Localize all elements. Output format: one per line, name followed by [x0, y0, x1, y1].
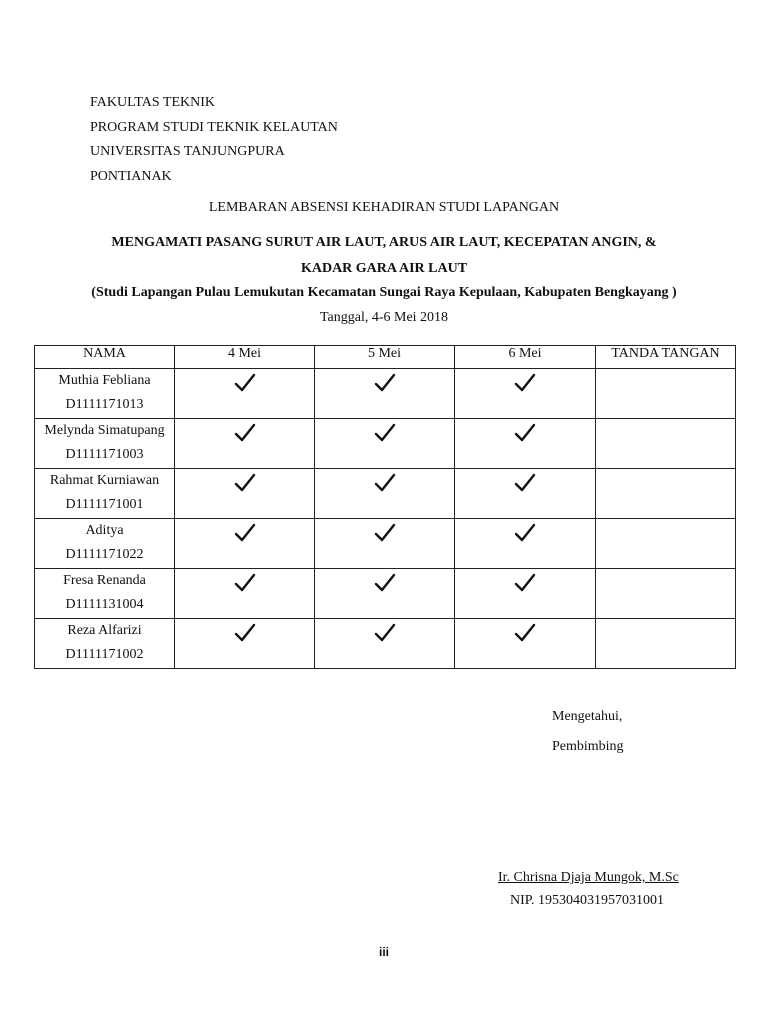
check-icon: [374, 373, 396, 393]
column-header-name: NAMA: [35, 346, 175, 369]
column-header-signature: TANDA TANGAN: [596, 346, 736, 369]
student-cell: [35, 519, 175, 569]
check-icon: [374, 573, 396, 593]
student-name: Rahmat Kurniawan: [49, 473, 160, 488]
student-name: Reza Alfarizi: [67, 623, 142, 638]
attendance-cell-day-3: [455, 419, 596, 469]
attendance-cell-day-1: [175, 419, 315, 469]
student-cell: [35, 569, 175, 619]
check-icon: [374, 423, 396, 443]
student-name: Melynda Simatupang: [44, 423, 165, 438]
student-cell: [35, 619, 175, 669]
table-row: [35, 619, 736, 669]
table-row: [35, 419, 736, 469]
supervisor-nip: NIP. 195304031957031001: [510, 893, 665, 908]
attendance-cell-day-2: [315, 569, 455, 619]
faculty-name: FAKULTAS TEKNIK: [90, 95, 216, 110]
university-name: UNIVERSITAS TANJUNGPURA: [90, 144, 285, 159]
check-icon: [514, 373, 536, 393]
attendance-table-body: [35, 369, 736, 669]
student-name: Fresa Renanda: [63, 573, 146, 588]
attendance-cell-day-1: [175, 519, 315, 569]
column-header-day-2: 5 Mei: [315, 346, 455, 369]
signature-cell: [596, 519, 736, 569]
attendance-cell-day-2: [315, 369, 455, 419]
study-date: Tanggal, 4-6 Mei 2018: [319, 310, 449, 325]
acknowledgement-block: [552, 702, 624, 762]
page-number: iii: [378, 945, 389, 959]
table-row: [35, 519, 736, 569]
check-icon: [514, 573, 536, 593]
table-row: [35, 369, 736, 419]
attendance-cell-day-2: [315, 469, 455, 519]
study-title-line-1: MENGAMATI PASANG SURUT AIR LAUT, ARUS AIR LAUT, KECEPATAN ANGIN, &: [111, 235, 657, 250]
attendance-table: [34, 345, 736, 669]
table-row: [35, 569, 736, 619]
study-program-name: PROGRAM STUDI TEKNIK KELAUTAN: [90, 119, 338, 135]
check-icon: [234, 373, 256, 393]
student-cell: [35, 419, 175, 469]
student-id: D1111171022: [65, 547, 144, 562]
student-id: D1111171013: [65, 397, 144, 412]
student-name: Aditya: [85, 523, 124, 538]
check-icon: [514, 523, 536, 543]
attendance-cell-day-1: [175, 619, 315, 669]
signature-cell: [596, 419, 736, 469]
attendance-cell-day-3: [455, 369, 596, 419]
signature-cell: [596, 569, 736, 619]
check-icon: [234, 523, 256, 543]
supervisor-role: Pembimbing: [552, 739, 624, 754]
student-cell: [35, 469, 175, 519]
attendance-cell-day-2: [315, 619, 455, 669]
attendance-cell-day-2: [315, 419, 455, 469]
signature-cell: [596, 469, 736, 519]
student-name: Muthia Febliana: [58, 373, 151, 388]
table-header-row: [35, 346, 736, 369]
attendance-cell-day-2: [315, 519, 455, 569]
column-header-day-1: 4 Mei: [175, 346, 315, 369]
attendance-cell-day-3: [455, 519, 596, 569]
acknowledged-label: Mengetahui,: [552, 709, 623, 724]
attendance-cell-day-3: [455, 469, 596, 519]
student-id: D1111171001: [65, 497, 144, 512]
column-header-day-3: 6 Mei: [455, 346, 596, 369]
check-icon: [234, 623, 256, 643]
check-icon: [234, 473, 256, 493]
student-cell: [35, 369, 175, 419]
supervisor-name: Ir. Chrisna Djaja Mungok, M.Sc: [498, 870, 679, 885]
signature-cell: [596, 619, 736, 669]
attendance-cell-day-1: [175, 469, 315, 519]
check-icon: [234, 573, 256, 593]
attendance-cell-day-3: [455, 619, 596, 669]
student-id: D1111131004: [65, 597, 144, 612]
study-title-line-2: KADAR GARA AIR LAUT: [300, 261, 468, 276]
attendance-cell-day-1: [175, 569, 315, 619]
signature-cell: [596, 369, 736, 419]
institution-header: [90, 91, 338, 189]
check-icon: [374, 473, 396, 493]
check-icon: [514, 623, 536, 643]
student-id: D1111171003: [65, 447, 144, 462]
attendance-cell-day-1: [175, 369, 315, 419]
check-icon: [374, 523, 396, 543]
study-subtitle: (Studi Lapangan Pulau Lemukutan Kecamatan Sungai Raya Kepulaan, Kabupaten Bengkayang ): [91, 285, 677, 300]
student-id: D1111171002: [65, 647, 144, 662]
table-row: [35, 469, 736, 519]
attendance-cell-day-3: [455, 569, 596, 619]
check-icon: [234, 423, 256, 443]
check-icon: [514, 473, 536, 493]
form-title: LEMBARAN ABSENSI KEHADIRAN STUDI LAPANGAN: [208, 200, 560, 215]
check-icon: [374, 623, 396, 643]
check-icon: [514, 423, 536, 443]
city-name: PONTIANAK: [90, 168, 172, 184]
